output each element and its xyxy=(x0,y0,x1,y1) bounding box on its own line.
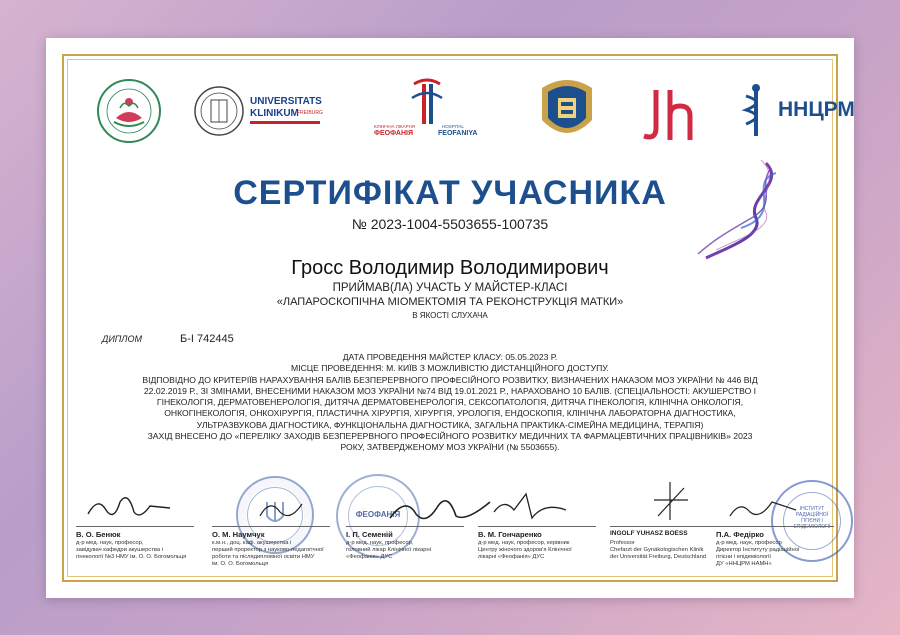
body-line: ЗАХІД ВНЕСЕНО ДО «ПЕРЕЛІКУ ЗАХОДІВ БЕЗПЕРЕРВНОГО ПРОФЕСІЙНОГО РОЗВИТКУ МЕДИЧНИХ ТА ФАРМАЦЕВТИЧНИХ ПРАЦІВНИКІВ» 2023 xyxy=(147,431,753,442)
signature-scribble xyxy=(84,488,174,524)
signature-scribble xyxy=(486,488,576,524)
body-line: ГІНЕКОЛОГІЯ, ДЕРМАТОВЕНЕРОЛОГІЯ, ДИТЯЧА ДЕРМАТОВЕНЕРОЛОГІЯ, СЕКСОПАТОЛОГІЯ, ДИТЯЧА ГІНЕКОЛОГІЯ, КЛІНІЧНА ОНКОЛОГІЯ, xyxy=(156,397,744,408)
body-line: ОНКОГІНЕКОЛОГІЯ, ОНКОХІРУРГІЯ, ПЛАСТИЧНА ХІРУРГІЯ, ХІРУРГІЯ, УРОЛОГІЯ, ЕНДОСКОПІЯ, КЛІНІЧНА ЛАБОРАТОРНА ДІАГНОСТИКА, xyxy=(164,408,736,419)
womens-health-logo xyxy=(634,84,698,151)
signature-scribble xyxy=(220,488,310,524)
signature-scribble xyxy=(386,488,496,528)
feofaniya-right1: HOSPITAL xyxy=(442,124,464,129)
crest-icon xyxy=(534,74,600,146)
klinikum-line2: KLINIKUM xyxy=(250,108,299,119)
participant-name: Гросс Володимир Володимирович xyxy=(291,257,609,279)
body-line: УЛЬТРАЗВУКОВА ДІАГНОСТИКА, ФУНКЦІОНАЛЬНА ДІАГНОСТИКА, ЗАГАЛЬНА ПРАКТИКА-СІМЕЙНА МЕДИЦИНА, ТЕРАПІЯ) xyxy=(196,419,704,430)
signer-name: INGOLF YUHASZ BOESS xyxy=(610,530,688,537)
feofaniya-left1: КЛІНІЧНА ЛІКАРНЯ xyxy=(374,124,416,129)
participant-role: В ЯКОСТІ СЛУХАЧА xyxy=(412,311,488,320)
course-title: «ЛАПАРОСКОПІЧНА МІОМЕКТОМІЯ ТА РЕКОНСТРУКЦІЯ МАТКИ» xyxy=(276,296,624,308)
feofaniya-stamp-text: ФЕОФАНІЯ xyxy=(355,510,401,519)
institute-stamp-text: ІНСТИТУТ РАДІАЦІЙНОЇ ГІГІЄНИ І ЕПІДЕМІОЛОГІЇ xyxy=(793,506,831,530)
klinikum-line3: FREIBURG xyxy=(297,110,323,116)
signer-title: к.м.н., доц. каф. акушерства і перший проректор з науково-педагогічної роботи та післядипломної освіти НМУ ім. О. О. Богомольця xyxy=(212,540,324,567)
womens-health-icon xyxy=(634,84,698,146)
body-line: ДАТА ПРОВЕДЕННЯ МАЙСТЕР КЛАСУ: 05.05.2023 Р. xyxy=(342,352,558,362)
signer-name: П.А. Федірко xyxy=(716,530,764,539)
universitats-klinikum-logo xyxy=(194,82,324,144)
body-line: 22.02.2019 Р., ЗІ ЗМІНАМИ, ВНЕСЕНИМИ НАКАЗОМ МОЗ УКРАЇНИ №74 ВІД 19.01.2021 Р., НАРАХОВАНО 10 БАЛІВ. (СПЕЦІАЛЬНОСТІ: АКУШЕРСТВО І xyxy=(143,385,757,396)
signer-name: В. М. Гончаренко xyxy=(478,530,542,539)
signer-name: І. П. Семеній xyxy=(346,530,393,539)
signature-scribble xyxy=(724,488,804,524)
klinikum-underline xyxy=(250,121,320,124)
signer-title: Professor Chefarzt der Gynäkologischen Klinik der Universität Freiburg, Deutschland xyxy=(610,540,707,560)
signer-title: д-р мед. наук, професор, головний лікар Клінічної лікарні «Феофанія» ДУС xyxy=(346,540,431,560)
signer-title: д-р мед. наук, професор Директор Інституту радіаційної гігієни і епідеміології ДУ «ННЦРМ НАМН» xyxy=(716,540,800,567)
certificate-number: № 2023-1004-5503655-100735 xyxy=(351,216,549,232)
body-line: РОКУ, ЗАТВЕРДЖЕНОМУ МОЗ УКРАЇНИ (№ 5503655). xyxy=(340,442,560,453)
signature-scribble xyxy=(640,480,700,524)
diploma-value: Б-І 742445 xyxy=(180,333,234,345)
feofaniya-left2: ФЕОФАНІЯ xyxy=(374,130,413,137)
signer-name: В. О. Бенюк xyxy=(76,530,121,539)
signature-block xyxy=(66,478,834,578)
feofaniya-logo xyxy=(372,78,492,144)
signer-title: д-р мед. наук, професор, керівник Центру жіночого здоров'я Клінічної лікарні «Феофанія» ДУС xyxy=(478,540,572,560)
nncrm-logo xyxy=(736,82,866,142)
certificate-body xyxy=(98,352,802,454)
university-seal-icon xyxy=(194,82,244,140)
university-crest-logo xyxy=(534,74,600,151)
feofaniya-emblem-icon xyxy=(402,78,452,126)
certificate-sheet xyxy=(46,38,854,598)
diploma-label: ДИПЛОМ xyxy=(102,334,142,344)
lotus-people-icon xyxy=(96,78,162,144)
certificate-title: СЕРТИФІКАТ УЧАСНИКА xyxy=(233,174,667,212)
klinikum-line1: UNIVERSITATS xyxy=(250,96,322,107)
association-logo xyxy=(96,78,162,149)
participation-line: ПРИЙМАВ(ЛА) УЧАСТЬ У МАЙСТЕР-КЛАСІ xyxy=(332,282,568,294)
body-line: МІСЦЕ ПРОВЕДЕННЯ: М. КИЇВ З МОЖЛИВІСТЮ ДИСТАНЦІЙНОГО ДОСТУПУ. xyxy=(291,363,609,374)
partner-logos xyxy=(96,78,855,150)
nncrm-text: ННЦРМ xyxy=(778,98,855,121)
caduceus-icon xyxy=(736,82,776,140)
signer-name: О. М. Наумчук xyxy=(212,530,265,539)
body-line: ВІДПОВІДНО ДО КРИТЕРІЇВ НАРАХУВАННЯ БАЛІВ БЕЗПЕРЕРВНОГО ПРОФЕСІЙНОГО РОЗВИТКУ, ВИЗНАЧЕНИХ НАКАЗОМ МОЗ УКРАЇНИ № 446 ВІД xyxy=(142,374,758,385)
feofaniya-right2: FEOFANIYA xyxy=(438,130,478,137)
signer-title: д-р мед. наук, професор, завідувач кафедри акушерства і гінекології №3 НМУ ім. О. О. Богомольця xyxy=(76,540,187,560)
